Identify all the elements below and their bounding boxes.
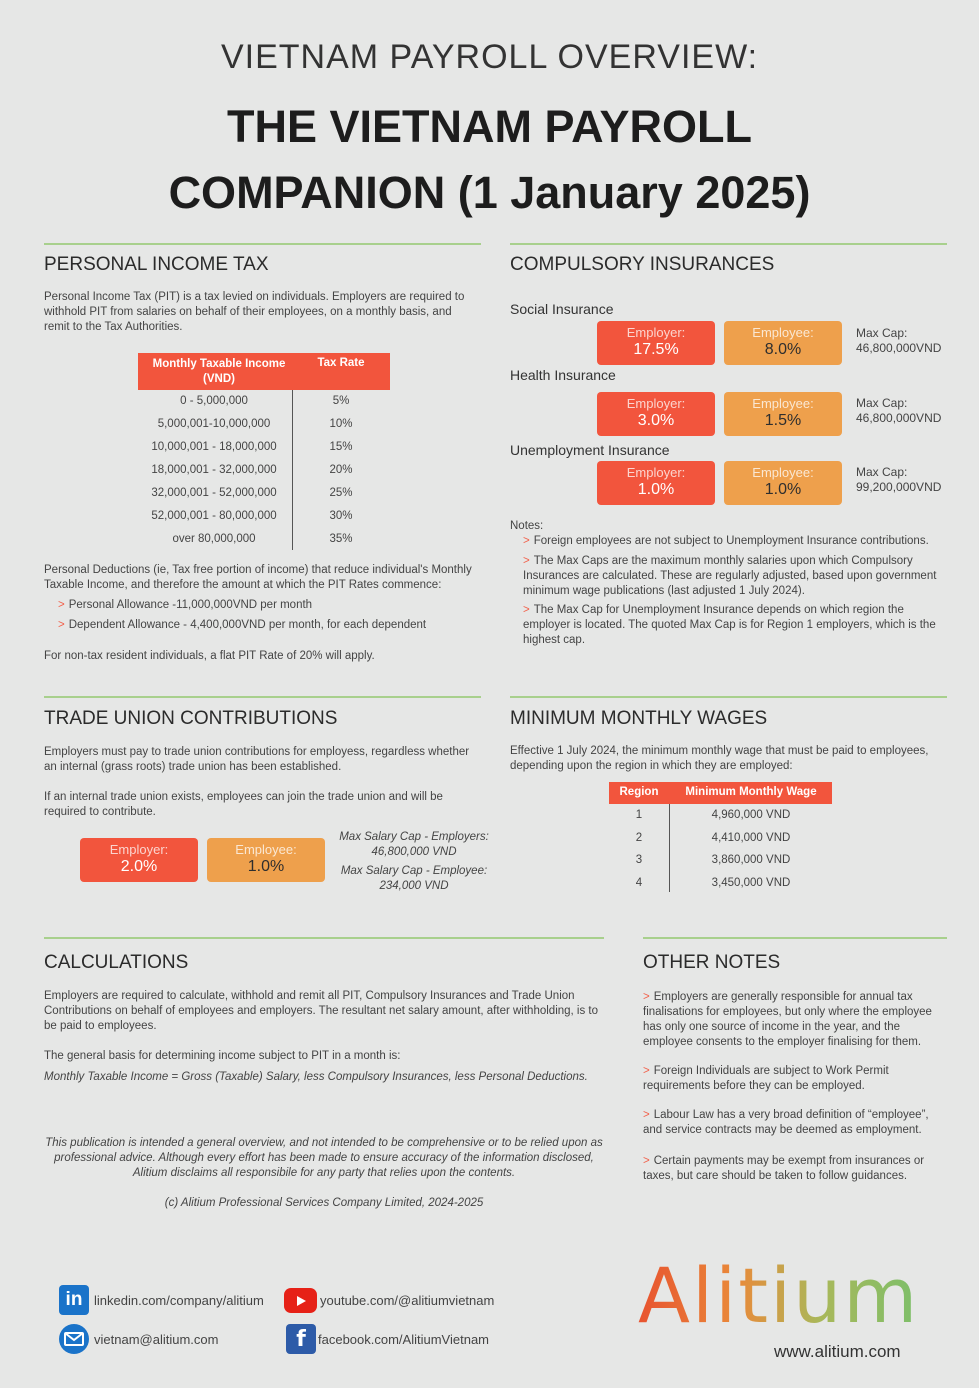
section-divider: [44, 696, 481, 698]
table-row: 5,000,001-10,000,000 10%: [157, 418, 353, 430]
website-link[interactable]: www.alitium.com: [774, 1342, 901, 1361]
section-divider: [643, 937, 947, 939]
linkedin-link[interactable]: linkedin.com/company/alitium: [94, 1293, 264, 1308]
trade-union-heading: TRADE UNION CONTRIBUTIONS: [44, 708, 338, 729]
youtube-link[interactable]: youtube.com/@alitiumvietnam: [320, 1293, 495, 1308]
arrow-icon: >: [58, 619, 65, 631]
health-max-cap: Max Cap: 46,800,000VND: [856, 396, 942, 425]
min-wage-table-body: [609, 809, 832, 899]
pit-col-income: Monthly Taxable Income (VND): [152, 358, 286, 385]
trade-union-employer-pill: Employer: 2.0%: [80, 838, 198, 882]
pit-deductions-intro: Personal Deductions (ie, Tax free portion of income) that reduce individual's Monthly Taxable Income, and therefore the amount at which the PIT Rates commence:: [44, 564, 472, 591]
arrow-icon: >: [58, 599, 65, 611]
social-employer-pill: Employer: 17.5%: [597, 321, 715, 365]
arrow-icon: >: [643, 1155, 650, 1167]
list-item: > Foreign employees are not subject to Unemployment Insurance contributions.: [523, 535, 929, 547]
trade-union-caps: Max Salary Cap - Employers: 46,800,000 VND Max Salary Cap - Employee: 234,000 VND: [339, 831, 489, 892]
health-employee-pill: Employee: 1.5%: [724, 392, 842, 436]
page-title-line1: VIETNAM PAYROLL OVERVIEW:: [220, 38, 759, 76]
table-row: over 80,000,000 35%: [172, 533, 353, 545]
notes-label: Notes:: [510, 520, 544, 532]
email-link[interactable]: vietnam@alitium.com: [94, 1332, 219, 1347]
min-wage-heading: MINIMUM MONTHLY WAGES: [510, 708, 768, 729]
table-row: 0 - 5,000,000 5%: [180, 395, 350, 407]
pit-table-header: [138, 353, 390, 390]
list-item: > Foreign Individuals are subject to Work Permit requirements before they can be employed.: [643, 1065, 889, 1092]
social-insurance-label: Social Insurance: [510, 301, 614, 317]
list-item: > The Max Cap for Unemployment Insurance depends on which region the employer is located. The quoted Max Cap is for Region 1 employers, which is the highest cap.: [523, 604, 936, 646]
pit-intro: Personal Income Tax (PIT) is a tax levied on individuals. Employers are required to withhold PIT from salaries on behalf of their employees, on a monthly basis, and remit to the Tax Authorities.: [44, 291, 465, 333]
pit-heading: PERSONAL INCOME TAX: [44, 254, 269, 275]
list-item: > Employers are generally responsible for annual tax finalisations for employees, but only where the employee has only one source of income in the year, and the employee consents to the employer finalising for them.: [643, 991, 932, 1048]
arrow-icon: >: [523, 604, 530, 616]
min-wage-col-wage: Minimum Monthly Wage: [685, 786, 817, 798]
section-divider: [510, 243, 947, 245]
table-row: 1 4,960,000 VND: [635, 809, 791, 821]
trade-union-para1: Employers must pay to trade union contributions for employess, regardless whether an internal (grass roots) trade union has been established.: [44, 746, 470, 773]
email-icon[interactable]: [59, 1324, 89, 1354]
facebook-link[interactable]: facebook.com/AlitiumVietnam: [318, 1332, 490, 1347]
social-employee-pill: Employee: 8.0%: [724, 321, 842, 365]
page-title-main: [0, 94, 979, 226]
list-item: > Labour Law has a very broad definition of “employee”, and service contracts may be deemed as employment.: [643, 1109, 929, 1136]
table-row: 18,000,001 - 32,000,000 20%: [151, 464, 353, 476]
section-divider: [44, 243, 481, 245]
list-item: > Dependent Allowance - 4,400,000VND per month, for each dependent: [58, 619, 427, 631]
calculations-formula: Monthly Taxable Income = Gross (Taxable) Salary, less Compulsory Insurances, less Personal Deductions.: [44, 1071, 588, 1083]
section-divider: [510, 696, 947, 698]
page-title-line3: COMPANION (1 January 2025): [168, 167, 811, 218]
page-title-line2: THE VIETNAM PAYROLL: [226, 101, 753, 152]
table-row: 10,000,001 - 18,000,000 15%: [151, 441, 353, 453]
min-wage-intro: Effective 1 July 2024, the minimum monthly wage that must be paid to employees, depending upon the region in which they are employed:: [510, 745, 929, 772]
pit-table-body: [138, 395, 390, 556]
health-employer-pill: Employer: 3.0%: [597, 392, 715, 436]
other-notes-heading: OTHER NOTES: [643, 952, 781, 973]
min-wage-table-header: [609, 782, 832, 804]
list-item: > Personal Allowance -11,000,000VND per month: [58, 599, 313, 611]
health-insurance-label: Health Insurance: [510, 367, 616, 383]
alitium-logo: Alitium: [638, 1251, 920, 1340]
table-row: 4 3,450,000 VND: [635, 876, 791, 889]
youtube-icon[interactable]: [284, 1288, 317, 1313]
arrow-icon: >: [643, 991, 650, 1003]
trade-union-employee-pill: Employee: 1.0%: [207, 838, 325, 882]
linkedin-icon[interactable]: in: [59, 1285, 89, 1315]
arrow-icon: >: [643, 1065, 650, 1077]
list-item: > The Max Caps are the maximum monthly salaries upon which Compulsory Insurances are calculated. These are regularly adjusted, based upon government minimum wage publications (last adjusted 1 July 2024).: [523, 555, 937, 597]
arrow-icon: >: [643, 1109, 650, 1121]
trade-union-para2: If an internal trade union exists, employees can join the trade union and will be required to contribute.: [44, 791, 443, 818]
table-row: 2 4,410,000 VND: [635, 831, 791, 844]
pit-col-rate: Tax Rate: [317, 357, 365, 369]
insurance-heading: COMPULSORY INSURANCES: [510, 254, 775, 275]
unemployment-employer-pill: Employer: 1.0%: [597, 461, 715, 505]
min-wage-col-region: Region: [619, 786, 659, 798]
table-row: 3 3,860,000 VND: [635, 854, 791, 866]
arrow-icon: >: [523, 555, 530, 567]
table-row: 32,000,001 - 52,000,000 25%: [151, 487, 353, 499]
calculations-para2: The general basis for determining income subject to PIT in a month is:: [44, 1050, 401, 1062]
section-divider: [44, 937, 604, 939]
disclaimer: This publication is intended a general overview, and not intended to be comprehensive or to be relied upon as professional advice. Although every effort has been made to ensure accuracy of the information disclosed, Alitium disclaims all responsibile for any party that relies upon the contents.: [45, 1137, 603, 1179]
unemployment-insurance-label: Unemployment Insurance: [510, 442, 670, 458]
unemployment-employee-pill: Employee: 1.0%: [724, 461, 842, 505]
pit-non-resident: For non-tax resident individuals, a flat PIT Rate of 20% will apply.: [44, 650, 375, 662]
calculations-heading: CALCULATIONS: [44, 952, 189, 973]
copyright: (c) Alitium Professional Services Company Limited, 2024-2025: [164, 1197, 484, 1209]
arrow-icon: >: [523, 535, 530, 547]
social-max-cap: Max Cap: 46,800,000VND: [856, 326, 942, 355]
list-item: > Certain payments may be exempt from insurances or taxes, but care should be taken to follow guidances.: [643, 1155, 925, 1182]
calculations-para1: Employers are required to calculate, withhold and remit all PIT, Compulsory Insurances and Trade Union Contributions on behalf of employees and employers. The resultant net salary amount, after withholding, is to be paid to employees.: [44, 990, 599, 1032]
unemployment-max-cap: Max Cap: 99,200,000VND: [856, 465, 942, 494]
table-row: 52,000,001 - 80,000,000 30%: [151, 510, 353, 522]
facebook-icon[interactable]: f: [286, 1324, 316, 1354]
